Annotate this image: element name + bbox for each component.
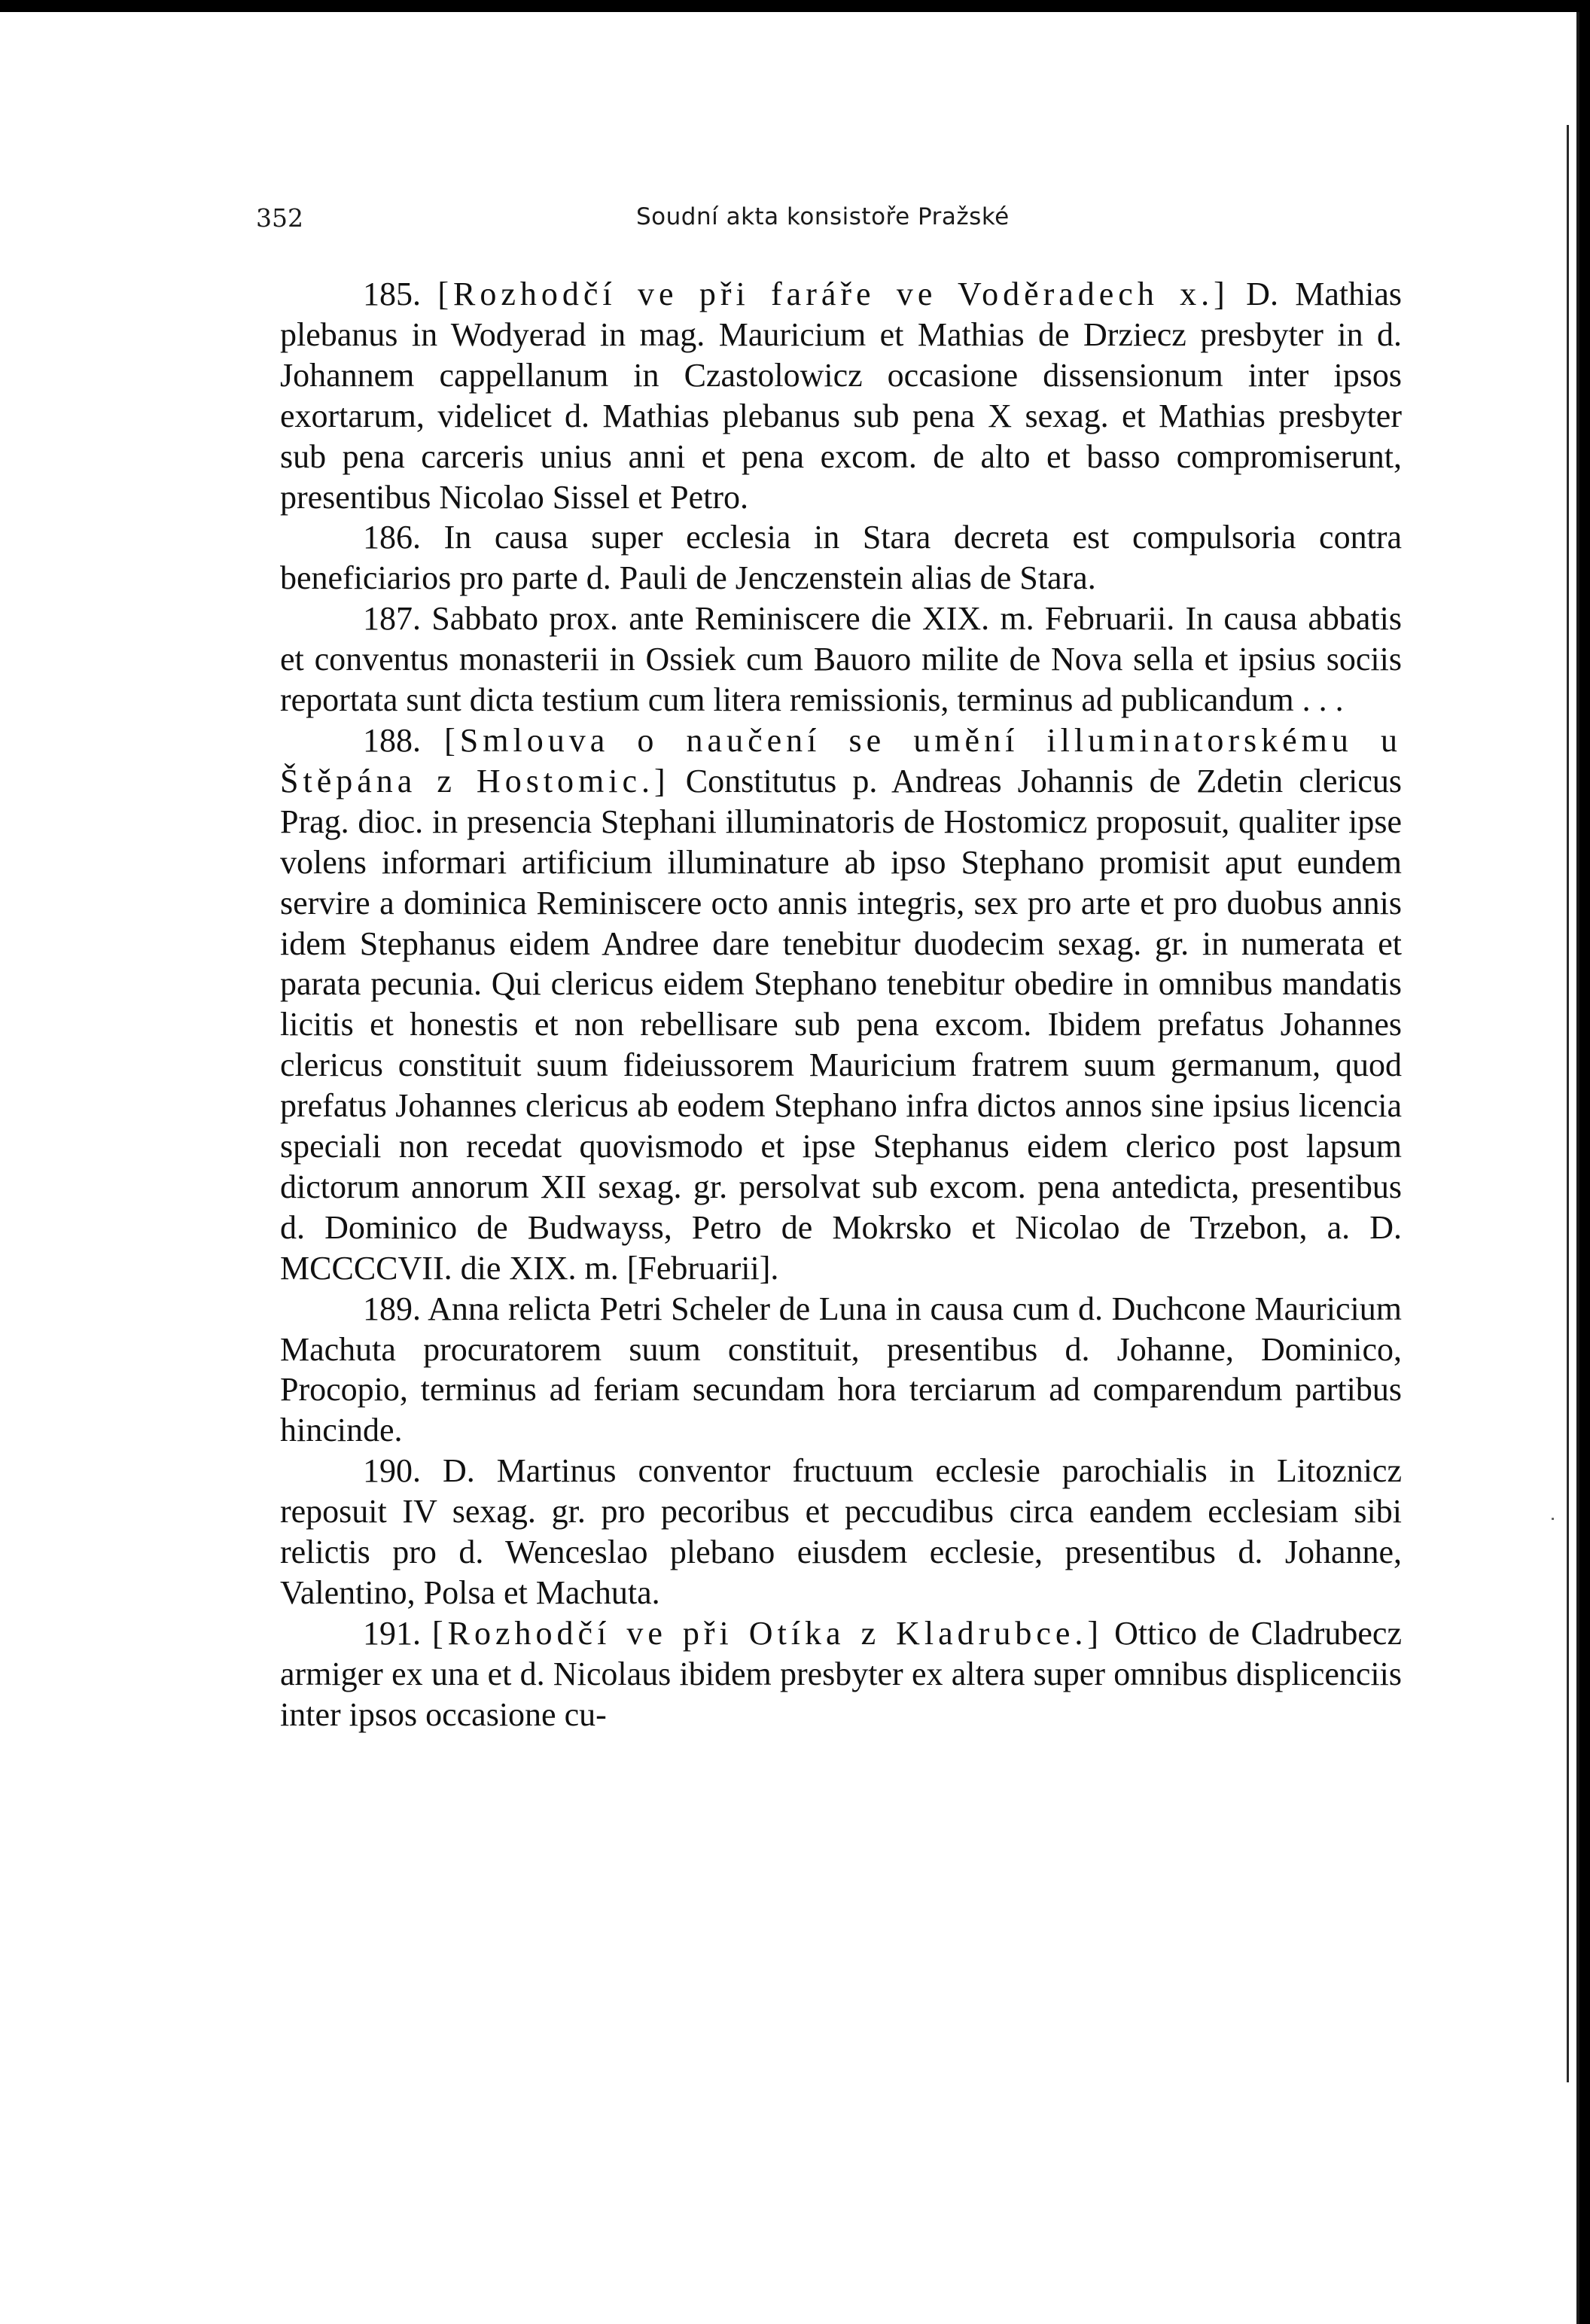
entry-number: 185.: [363, 276, 421, 312]
entry-188: [280, 720, 1402, 1289]
entry-heading: [Rozhodčí ve při Otíka z Kladrubce.]: [432, 1614, 1104, 1652]
entry-text: Sabbato prox. ante Reminiscere die XIX. m. Februarii. In causa abbatis et conventus monasterii in Ossiek cum Bauoro milite de Nova sella et ipsius sociis reportata sunt dicta testium cum litera remissionis, terminus ad publicandum . . .: [280, 600, 1403, 719]
entry-number: 188.: [363, 721, 421, 759]
entry-number: 187.: [363, 600, 421, 638]
entry-text: Constitutus p. Andreas Johannis de Zdetin clericus Prag. dioc. in presencia Stephani illuminatoris de Hostomicz proposuit, qualiter ipse volens informari artificium illuminature ab ipso Stephano promisit aput eundem servire a dominica Reminiscere octo annis integris, sex pro arte et pro duobus annis idem Stephanus eidem Andree dare tenebitur duodecim sexag. gr. in numerata et parata pecunia. Qui clericus eidem Stephano tenebitur obedire in omnibus mandatis licitis et honestis et non rebellisare sub pena excom. Ibidem prefatus Johannes clericus constituit suum fideiussorem Mauricium fratrem suum germanum, quod prefatus Johannes clericus ab eodem Stephano infra dictos annos sine ipsius licencia speciali non recedat quovismodo et ipse Stephanus eidem clerico post lapsum dictorum annorum XII sexag. gr. persolvat sub excom. pena antedicta, presentibus d. Dominico de Budwayss, Petro de Mokrsko et Nicolao de Trzebon, a. D. MCCCCVII. die XIX. m. [Februarii].: [280, 762, 1403, 1287]
entry-number: 186.: [363, 519, 421, 556]
entry-heading: [Smlouva o naučení se umění illuminatorskému u Štěpána z Hostomic.]: [280, 721, 1403, 800]
entry-187: [280, 599, 1402, 720]
entry-text: D. Martinus conventor fructuum ecclesie parochialis in Litoznicz reposuit IV sexag. gr. pro pecoribus et peccudibus circa eandem ecclesiam sibi relictis pro d. Wenceslao plebano eiusdem ecclesie, presentibus d. Johanne, Valentino, Polsa et Machuta.: [280, 1452, 1402, 1611]
entry-heading: [Rozhodčí ve při faráře ve Voděradech x.]: [437, 276, 1229, 312]
entry-text: Ottico de Cladrubecz armiger ex una et d. Nicolaus ibidem presbyter ex altera super omnibus displicenciis inter ipsos occasione cu-: [280, 1614, 1402, 1733]
running-title: Soudní akta konsistoře Pražské: [636, 203, 1010, 230]
entry-185: [280, 274, 1402, 517]
entry-186: [280, 517, 1402, 599]
entry-number: 190.: [363, 1452, 421, 1490]
text-body: [280, 274, 1402, 1735]
entry-text: D. Mathias plebanus in Wodyerad in mag. Mauricium et Mathias de Drziecz presbyter in d. Johannem cappellanum in Czastolowicz occasione dissensionum inter ipsos exortarum, videlicet d. Mathias plebanus sub pena X sexag. et Mathias presbyter sub pena carceris unius anni et pena excom. de alto et basso compromiserunt, presentibus Nicolao Sissel et Petro.: [280, 276, 1403, 516]
page-header: [256, 203, 1430, 239]
entry-number: 189.: [363, 1290, 421, 1327]
binding-edge-line: [1567, 125, 1569, 2082]
entry-text: Anna relicta Petri Scheler de Luna in causa cum d. Duchcone Mauricium Machuta procuratorem suum constituit, presentibus d. Johanne, Dominico, Procopio, terminus ad feriam secundam hora terciarum ad comparendum partibus hincinde.: [280, 1290, 1402, 1449]
document-page: [0, 12, 1579, 2324]
entry-number: 191.: [363, 1614, 421, 1652]
entry-text: In causa super ecclesia in Stara decreta est compulsoria contra beneficiarios pro parte d. Pauli de Jenczenstein alias de Stara.: [280, 519, 1402, 597]
page-number: 352: [256, 203, 303, 233]
entry-190: [280, 1451, 1402, 1613]
entry-189: [280, 1289, 1402, 1451]
scan-speck: [1552, 1518, 1554, 1520]
entry-191: [280, 1613, 1402, 1735]
